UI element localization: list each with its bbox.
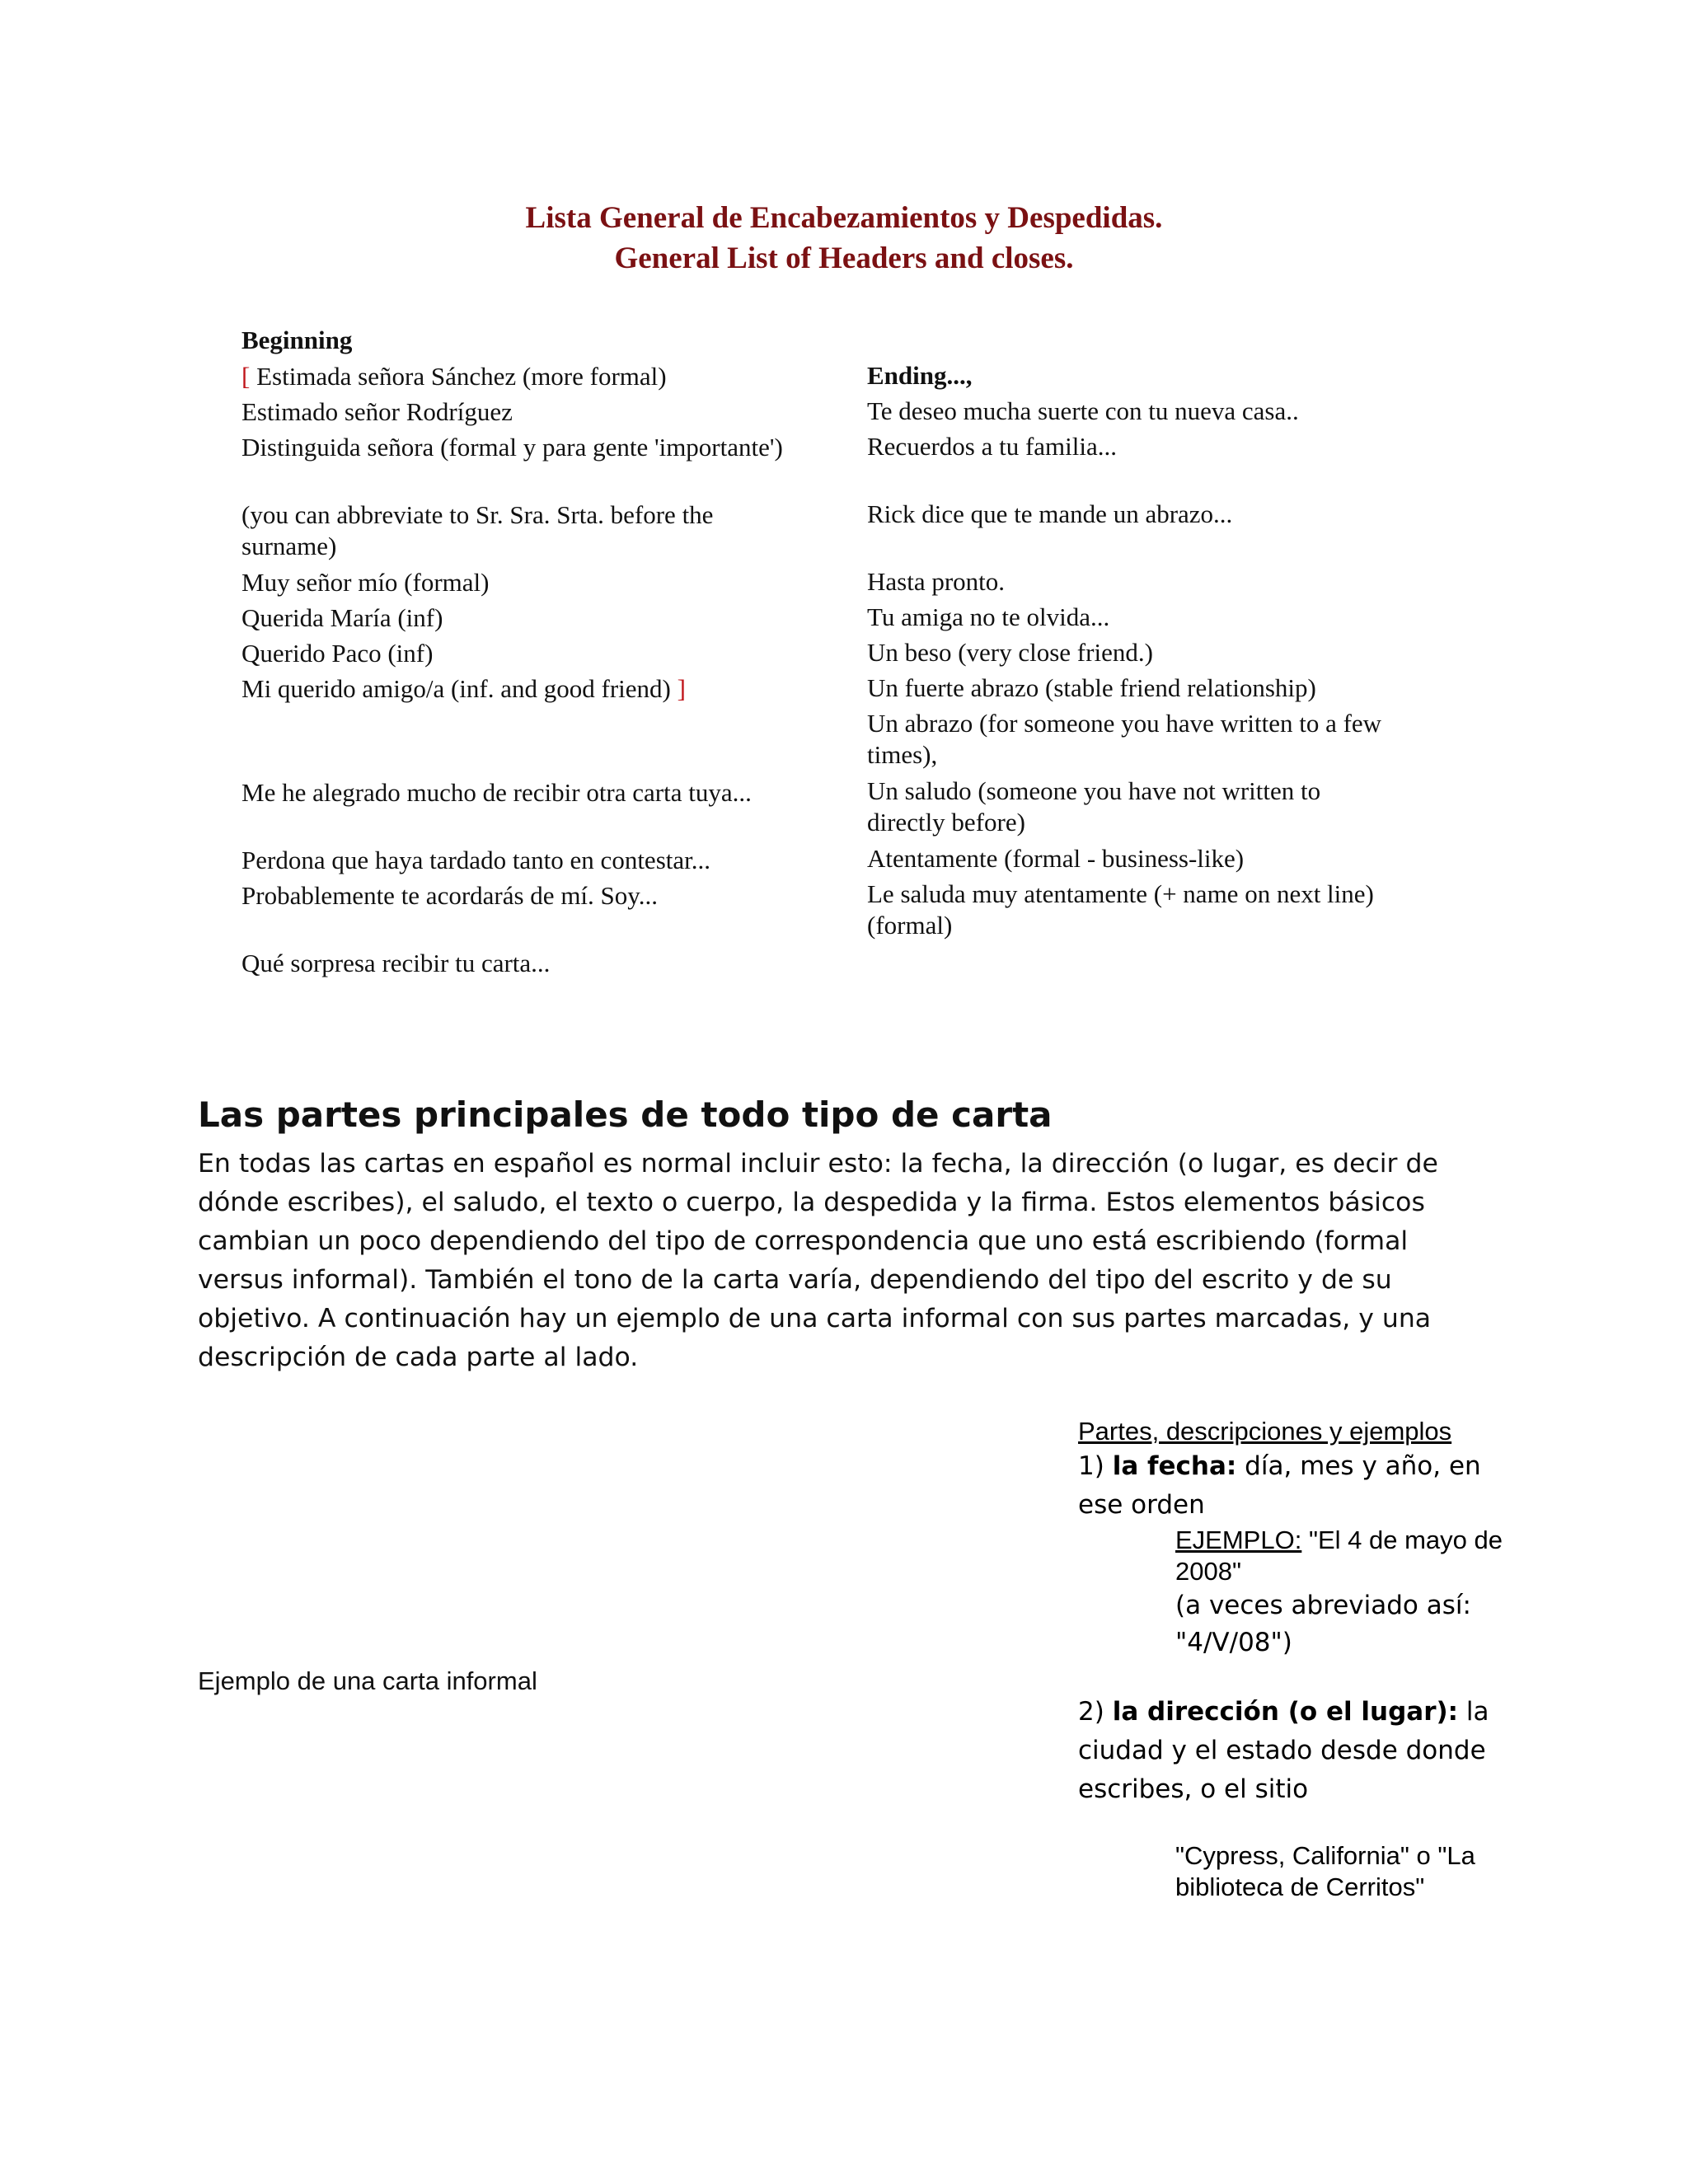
section-body: En todas las cartas en español es normal incluir esto: la fecha, la dirección (o lugar, es decir de dónde escribes), el saludo, el texto o cuerpo, la despedida y la firma. Estos elementos básicos cambian un poco dependiendo del tipo de correspondencia que uno está escribiendo (formal versus informal). También el tono de la carta varía, dependiendo del tipo del escrito y de su objetivo. A continuación hay un ejemplo de una carta informal con sus partes marcadas, y una descripción de cada parte al lado. bbox=[198, 1149, 1438, 1372]
document-title bbox=[0, 198, 1688, 279]
ending-item: Atentamente (formal - business-like) bbox=[867, 844, 1245, 873]
example-letter-label: Ejemplo de una carta informal bbox=[198, 1666, 537, 1695]
part-direccion: 2) la dirección (o el lugar): la ciudad y el estado desde donde escribes, o el sitio bbox=[1078, 1697, 1489, 1804]
ending-item: Le saluda muy atentamente (+ name on next line) (formal) bbox=[867, 879, 1374, 940]
beginning-item: Mi querido amigo/a (inf. and good friend) ] bbox=[241, 674, 686, 703]
title-english: General List of Headers and closes. bbox=[614, 241, 1074, 275]
ending-item: Un abrazo (for someone you have written to a few times), bbox=[867, 709, 1382, 769]
beginning-item: Distinguida señora (formal y para gente 'importante') bbox=[241, 433, 783, 462]
ending-item: Un saludo (someone you have not written to directly before) bbox=[867, 776, 1321, 837]
beginning-item: [ Estimada señora Sánchez (more formal) bbox=[241, 362, 667, 391]
beginning-phrase: Probablemente te acordarás de mí. Soy... bbox=[241, 881, 659, 910]
title-spanish: Lista General de Encabezamientos y Despedidas. bbox=[525, 201, 1163, 235]
ending-item: Hasta pronto. bbox=[867, 567, 1006, 596]
parts-description bbox=[1078, 1416, 1507, 1903]
part-term: la fecha: bbox=[1112, 1451, 1237, 1481]
parts-heading: Partes, descripciones y ejemplos bbox=[1078, 1417, 1452, 1446]
ending-item: Tu amiga no te olvida... bbox=[867, 602, 1110, 631]
bracket-open: [ bbox=[241, 362, 251, 391]
ending-heading: Ending..., bbox=[867, 361, 973, 390]
beginning-item: (you can abbreviate to Sr. Sra. Srta. before the surname) bbox=[241, 500, 714, 560]
ending-item: Te deseo mucha suerte con tu nueva casa.. bbox=[867, 396, 1299, 425]
ending-item: Recuerdos a tu familia... bbox=[867, 432, 1118, 461]
part-fecha-example: EJEMPLO: "El 4 de mayo de 2008" bbox=[1175, 1526, 1503, 1586]
part-fecha-note: (a veces abreviado así: "4/V/08") bbox=[1175, 1591, 1471, 1657]
beginning-heading: Beginning bbox=[241, 326, 353, 354]
part-direccion-example: "Cypress, California" o "La biblioteca de Cerritos" bbox=[1175, 1841, 1475, 1901]
example-label: EJEMPLO: bbox=[1175, 1526, 1302, 1554]
beginning-item: Querida María (inf) bbox=[241, 603, 443, 632]
beginning-phrase: Me he alegrado mucho de recibir otra carta tuya... bbox=[241, 778, 752, 807]
section-title: Las partes principales de todo tipo de carta bbox=[198, 1094, 1053, 1135]
part-term: la dirección (o el lugar): bbox=[1112, 1697, 1459, 1727]
beginning-item: Estimado señor Rodríguez bbox=[241, 397, 513, 426]
beginning-phrase: Qué sorpresa recibir tu carta... bbox=[241, 949, 551, 977]
ending-column bbox=[867, 360, 1444, 946]
beginning-item: Querido Paco (inf) bbox=[241, 639, 434, 668]
beginning-item: Muy señor mío (formal) bbox=[241, 568, 490, 597]
ending-item: Un beso (very close friend.) bbox=[867, 638, 1153, 667]
part-fecha: 1) la fecha: día, mes y año, en ese orden bbox=[1078, 1451, 1481, 1520]
bracket-close: ] bbox=[677, 674, 686, 703]
beginning-phrase: Perdona que haya tardado tanto en contestar... bbox=[241, 846, 710, 874]
ending-item: Un fuerte abrazo (stable friend relationship) bbox=[867, 673, 1316, 702]
beginning-column bbox=[241, 325, 785, 983]
ending-item: Rick dice que te mande un abrazo... bbox=[867, 499, 1233, 528]
